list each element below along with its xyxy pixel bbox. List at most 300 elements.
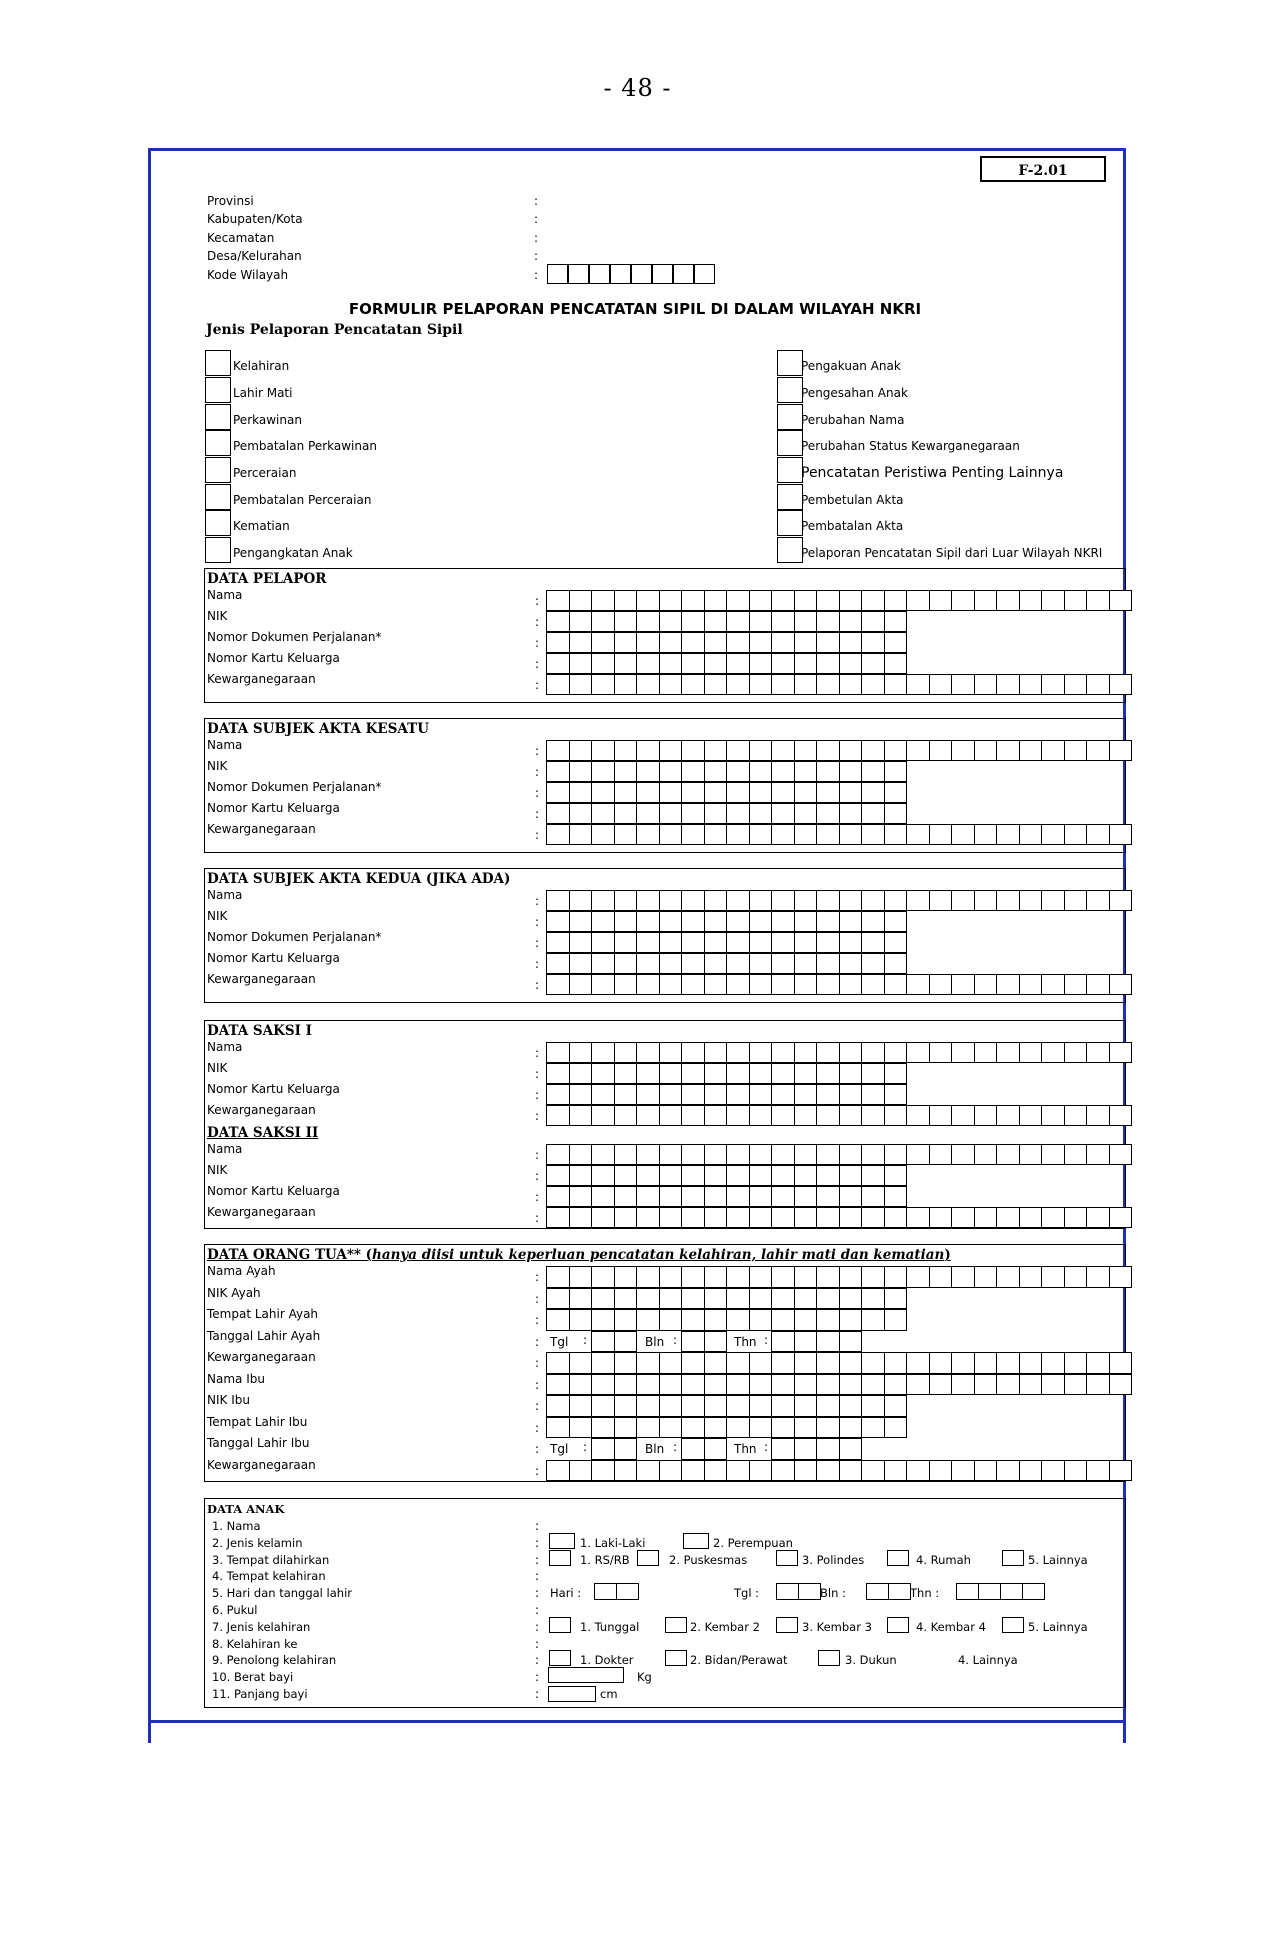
input-cell[interactable] bbox=[546, 611, 570, 632]
input-cell[interactable] bbox=[1109, 824, 1133, 845]
input-cell[interactable] bbox=[594, 1583, 617, 1600]
input-cell[interactable] bbox=[546, 1352, 570, 1374]
input-cell[interactable] bbox=[974, 1105, 998, 1126]
input-cell[interactable] bbox=[1064, 1042, 1088, 1063]
input-cell[interactable] bbox=[681, 1352, 705, 1374]
input-cell[interactable] bbox=[704, 824, 728, 845]
input-cell[interactable] bbox=[636, 1042, 660, 1063]
input-cell[interactable] bbox=[884, 974, 908, 995]
input-cell[interactable] bbox=[839, 824, 863, 845]
birth-type-checkbox[interactable] bbox=[887, 1617, 909, 1633]
input-cell[interactable] bbox=[839, 653, 863, 674]
input-cell[interactable] bbox=[839, 632, 863, 653]
input-cell[interactable] bbox=[749, 1395, 773, 1417]
input-cell[interactable] bbox=[636, 611, 660, 632]
birth-type-checkbox[interactable] bbox=[549, 1617, 571, 1633]
input-cell[interactable] bbox=[569, 932, 593, 953]
input-cell[interactable] bbox=[1064, 824, 1088, 845]
input-cell[interactable] bbox=[636, 932, 660, 953]
input-cell[interactable] bbox=[1041, 824, 1065, 845]
input-cell[interactable] bbox=[704, 674, 728, 695]
input-cell[interactable] bbox=[546, 590, 570, 611]
input-cell[interactable] bbox=[861, 953, 885, 974]
birth-type-checkbox[interactable] bbox=[776, 1617, 798, 1633]
kode-wilayah-box[interactable] bbox=[631, 264, 652, 284]
input-cell[interactable] bbox=[839, 674, 863, 695]
input-cell[interactable] bbox=[704, 1105, 728, 1126]
input-cell[interactable] bbox=[794, 1144, 818, 1165]
input-cell[interactable] bbox=[681, 803, 705, 824]
input-cell[interactable] bbox=[749, 1105, 773, 1126]
input-cell[interactable] bbox=[704, 653, 728, 674]
input-cell[interactable] bbox=[861, 1352, 885, 1374]
input-cell[interactable] bbox=[1086, 1374, 1110, 1396]
input-cell[interactable] bbox=[996, 1042, 1020, 1063]
input-cell[interactable] bbox=[591, 1207, 615, 1228]
input-cell[interactable] bbox=[794, 1438, 818, 1460]
input-cell[interactable] bbox=[591, 1352, 615, 1374]
input-cell[interactable] bbox=[771, 932, 795, 953]
input-cell[interactable] bbox=[614, 1352, 638, 1374]
input-cell[interactable] bbox=[659, 740, 683, 761]
input-cell[interactable] bbox=[771, 1309, 795, 1331]
input-cell[interactable] bbox=[794, 782, 818, 803]
kode-wilayah-box[interactable] bbox=[610, 264, 631, 284]
input-cell[interactable] bbox=[861, 932, 885, 953]
input-cell[interactable] bbox=[906, 824, 930, 845]
input-cell[interactable] bbox=[861, 1042, 885, 1063]
input-cell[interactable] bbox=[636, 782, 660, 803]
input-cell[interactable] bbox=[884, 1186, 908, 1207]
input-cell[interactable] bbox=[681, 1063, 705, 1084]
input-cell[interactable] bbox=[1064, 674, 1088, 695]
input-cell[interactable] bbox=[704, 974, 728, 995]
input-cell[interactable] bbox=[906, 890, 930, 911]
input-cell[interactable] bbox=[614, 740, 638, 761]
input-cell[interactable] bbox=[591, 1105, 615, 1126]
input-cell[interactable] bbox=[816, 1460, 840, 1482]
input-cell[interactable] bbox=[794, 1309, 818, 1331]
input-cell[interactable] bbox=[614, 1042, 638, 1063]
input-cell[interactable] bbox=[974, 590, 998, 611]
input-cell[interactable] bbox=[839, 974, 863, 995]
input-cell[interactable] bbox=[816, 1084, 840, 1105]
input-cell[interactable] bbox=[681, 1417, 705, 1439]
input-cell[interactable] bbox=[771, 1374, 795, 1396]
input-cell[interactable] bbox=[749, 782, 773, 803]
input-cell[interactable] bbox=[681, 632, 705, 653]
input-cell[interactable] bbox=[1041, 1042, 1065, 1063]
input-cell[interactable] bbox=[614, 824, 638, 845]
input-cell[interactable] bbox=[816, 611, 840, 632]
input-cell[interactable] bbox=[636, 653, 660, 674]
input-cell[interactable] bbox=[794, 803, 818, 824]
input-cell[interactable] bbox=[569, 1352, 593, 1374]
input-cell[interactable] bbox=[726, 1266, 750, 1288]
input-cell[interactable] bbox=[794, 653, 818, 674]
input-cell[interactable] bbox=[569, 674, 593, 695]
input-cell[interactable] bbox=[884, 1417, 908, 1439]
input-cell[interactable] bbox=[726, 1417, 750, 1439]
input-cell[interactable] bbox=[974, 974, 998, 995]
birthplace-checkbox[interactable] bbox=[549, 1550, 571, 1566]
input-cell[interactable] bbox=[839, 1186, 863, 1207]
report-type-checkbox[interactable] bbox=[777, 404, 803, 430]
input-cell[interactable] bbox=[839, 1165, 863, 1186]
input-cell[interactable] bbox=[1109, 1460, 1133, 1482]
input-cell[interactable] bbox=[591, 611, 615, 632]
input-cell[interactable] bbox=[816, 1186, 840, 1207]
input-cell[interactable] bbox=[861, 1144, 885, 1165]
input-cell[interactable] bbox=[1019, 1144, 1043, 1165]
input-cell[interactable] bbox=[906, 740, 930, 761]
input-cell[interactable] bbox=[659, 911, 683, 932]
input-cell[interactable] bbox=[1019, 1042, 1043, 1063]
birth-helper-checkbox[interactable] bbox=[665, 1650, 687, 1666]
input-cell[interactable] bbox=[659, 761, 683, 782]
input-cell[interactable] bbox=[569, 824, 593, 845]
input-cell[interactable] bbox=[794, 974, 818, 995]
input-cell[interactable] bbox=[1086, 1266, 1110, 1288]
input-cell[interactable] bbox=[884, 911, 908, 932]
report-type-checkbox[interactable] bbox=[205, 404, 231, 430]
input-cell[interactable] bbox=[861, 1186, 885, 1207]
input-cell[interactable] bbox=[1086, 740, 1110, 761]
input-cell[interactable] bbox=[771, 1331, 795, 1353]
input-cell[interactable] bbox=[616, 1583, 639, 1600]
input-cell[interactable] bbox=[636, 911, 660, 932]
input-cell[interactable] bbox=[839, 1374, 863, 1396]
input-cell[interactable] bbox=[1019, 1460, 1043, 1482]
input-cell[interactable] bbox=[659, 953, 683, 974]
input-cell[interactable] bbox=[839, 782, 863, 803]
input-cell[interactable] bbox=[659, 1288, 683, 1310]
gender-checkbox[interactable] bbox=[683, 1533, 709, 1549]
input-cell[interactable] bbox=[569, 1266, 593, 1288]
input-cell[interactable] bbox=[1109, 590, 1133, 611]
input-cell[interactable] bbox=[771, 1063, 795, 1084]
input-cell[interactable] bbox=[569, 653, 593, 674]
input-cell[interactable] bbox=[636, 1352, 660, 1374]
input-cell[interactable] bbox=[951, 590, 975, 611]
input-cell[interactable] bbox=[974, 1460, 998, 1482]
input-cell[interactable] bbox=[659, 1309, 683, 1331]
input-cell[interactable] bbox=[681, 740, 705, 761]
input-cell[interactable] bbox=[681, 890, 705, 911]
input-cell[interactable] bbox=[546, 1042, 570, 1063]
input-cell[interactable] bbox=[636, 1309, 660, 1331]
input-cell[interactable] bbox=[996, 590, 1020, 611]
input-cell[interactable] bbox=[1109, 1042, 1133, 1063]
input-cell[interactable] bbox=[816, 1288, 840, 1310]
input-cell[interactable] bbox=[861, 1063, 885, 1084]
input-cell[interactable] bbox=[1019, 824, 1043, 845]
input-cell[interactable] bbox=[546, 890, 570, 911]
input-cell[interactable] bbox=[659, 1042, 683, 1063]
input-cell[interactable] bbox=[591, 1084, 615, 1105]
input-cell[interactable] bbox=[569, 611, 593, 632]
input-cell[interactable] bbox=[1109, 890, 1133, 911]
input-cell[interactable] bbox=[636, 1417, 660, 1439]
input-cell[interactable] bbox=[794, 590, 818, 611]
input-cell[interactable] bbox=[1086, 590, 1110, 611]
input-cell[interactable] bbox=[929, 1352, 953, 1374]
input-cell[interactable] bbox=[704, 1063, 728, 1084]
input-cell[interactable] bbox=[861, 1460, 885, 1482]
input-cell[interactable] bbox=[569, 740, 593, 761]
input-cell[interactable] bbox=[861, 1207, 885, 1228]
input-cell[interactable] bbox=[884, 674, 908, 695]
input-cell[interactable] bbox=[1086, 1144, 1110, 1165]
input-cell[interactable] bbox=[996, 1207, 1020, 1228]
input-cell[interactable] bbox=[704, 782, 728, 803]
input-cell[interactable] bbox=[839, 761, 863, 782]
input-cell[interactable] bbox=[749, 740, 773, 761]
input-cell[interactable] bbox=[996, 1266, 1020, 1288]
input-cell[interactable] bbox=[704, 890, 728, 911]
input-cell[interactable] bbox=[816, 911, 840, 932]
input-cell[interactable] bbox=[1019, 1207, 1043, 1228]
input-cell[interactable] bbox=[816, 1165, 840, 1186]
input-cell[interactable] bbox=[794, 890, 818, 911]
input-cell[interactable] bbox=[659, 1186, 683, 1207]
input-cell[interactable] bbox=[1109, 1374, 1133, 1396]
input-cell[interactable] bbox=[771, 782, 795, 803]
input-cell[interactable] bbox=[884, 653, 908, 674]
input-cell[interactable] bbox=[816, 1352, 840, 1374]
input-cell[interactable] bbox=[794, 911, 818, 932]
input-cell[interactable] bbox=[569, 1063, 593, 1084]
input-cell[interactable] bbox=[659, 1417, 683, 1439]
input-cell[interactable] bbox=[569, 632, 593, 653]
input-cell[interactable] bbox=[546, 740, 570, 761]
input-cell[interactable] bbox=[1064, 1352, 1088, 1374]
input-cell[interactable] bbox=[614, 1417, 638, 1439]
input-cell[interactable] bbox=[776, 1583, 799, 1600]
input-cell[interactable] bbox=[591, 974, 615, 995]
input-cell[interactable] bbox=[996, 824, 1020, 845]
input-cell[interactable] bbox=[614, 1288, 638, 1310]
input-cell[interactable] bbox=[726, 1374, 750, 1396]
report-type-checkbox[interactable] bbox=[205, 484, 231, 510]
input-cell[interactable] bbox=[749, 1309, 773, 1331]
input-cell[interactable] bbox=[1019, 1266, 1043, 1288]
input-cell[interactable] bbox=[1064, 1374, 1088, 1396]
input-cell[interactable] bbox=[681, 1309, 705, 1331]
input-cell[interactable] bbox=[614, 653, 638, 674]
input-cell[interactable] bbox=[546, 1084, 570, 1105]
input-cell[interactable] bbox=[704, 611, 728, 632]
input-cell[interactable] bbox=[951, 824, 975, 845]
input-cell[interactable] bbox=[771, 1438, 795, 1460]
input-cell[interactable] bbox=[546, 1105, 570, 1126]
input-cell[interactable] bbox=[569, 590, 593, 611]
input-cell[interactable] bbox=[749, 953, 773, 974]
input-cell[interactable] bbox=[1019, 740, 1043, 761]
input-cell[interactable] bbox=[569, 1417, 593, 1439]
input-cell[interactable] bbox=[951, 1042, 975, 1063]
input-cell[interactable] bbox=[951, 1266, 975, 1288]
input-cell[interactable] bbox=[681, 1438, 705, 1460]
input-cell[interactable] bbox=[591, 953, 615, 974]
input-cell[interactable] bbox=[636, 1288, 660, 1310]
input-cell[interactable] bbox=[884, 1309, 908, 1331]
input-cell[interactable] bbox=[771, 1352, 795, 1374]
input-cell[interactable] bbox=[1041, 1266, 1065, 1288]
input-cell[interactable] bbox=[614, 1063, 638, 1084]
input-cell[interactable] bbox=[704, 761, 728, 782]
input-cell[interactable] bbox=[794, 674, 818, 695]
report-type-checkbox[interactable] bbox=[777, 484, 803, 510]
input-cell[interactable] bbox=[726, 803, 750, 824]
input-cell[interactable] bbox=[591, 740, 615, 761]
input-cell[interactable] bbox=[591, 932, 615, 953]
input-cell[interactable] bbox=[569, 1395, 593, 1417]
input-cell[interactable] bbox=[974, 1207, 998, 1228]
input-cell[interactable] bbox=[794, 1186, 818, 1207]
input-cell[interactable] bbox=[704, 1374, 728, 1396]
input-cell[interactable] bbox=[681, 1186, 705, 1207]
input-cell[interactable] bbox=[659, 803, 683, 824]
input-cell[interactable] bbox=[749, 824, 773, 845]
input-cell[interactable] bbox=[546, 1186, 570, 1207]
input-cell[interactable] bbox=[749, 1186, 773, 1207]
input-cell[interactable] bbox=[861, 890, 885, 911]
input-cell[interactable] bbox=[929, 1266, 953, 1288]
input-cell[interactable] bbox=[771, 890, 795, 911]
input-cell[interactable] bbox=[884, 1105, 908, 1126]
input-cell[interactable] bbox=[839, 1309, 863, 1331]
input-cell[interactable] bbox=[861, 674, 885, 695]
input-cell[interactable] bbox=[636, 674, 660, 695]
input-cell[interactable] bbox=[1019, 1374, 1043, 1396]
input-cell[interactable] bbox=[726, 674, 750, 695]
input-cell[interactable] bbox=[636, 590, 660, 611]
input-cell[interactable] bbox=[906, 1352, 930, 1374]
input-cell[interactable] bbox=[681, 590, 705, 611]
input-cell[interactable] bbox=[546, 824, 570, 845]
input-cell[interactable] bbox=[636, 1063, 660, 1084]
input-cell[interactable] bbox=[861, 1288, 885, 1310]
input-cell[interactable] bbox=[1109, 974, 1133, 995]
input-cell[interactable] bbox=[726, 911, 750, 932]
report-type-checkbox[interactable] bbox=[205, 537, 231, 563]
input-cell[interactable] bbox=[771, 1144, 795, 1165]
input-cell[interactable] bbox=[659, 932, 683, 953]
input-cell[interactable] bbox=[726, 1288, 750, 1310]
input-cell[interactable] bbox=[659, 1374, 683, 1396]
input-cell[interactable] bbox=[974, 1374, 998, 1396]
input-cell[interactable] bbox=[951, 674, 975, 695]
input-cell[interactable] bbox=[888, 1583, 911, 1600]
input-cell[interactable] bbox=[546, 953, 570, 974]
input-cell[interactable] bbox=[839, 740, 863, 761]
input-cell[interactable] bbox=[929, 890, 953, 911]
input-cell[interactable] bbox=[681, 1460, 705, 1482]
input-cell[interactable] bbox=[1041, 1374, 1065, 1396]
input-cell[interactable] bbox=[906, 1042, 930, 1063]
input-cell[interactable] bbox=[1086, 1105, 1110, 1126]
input-cell[interactable] bbox=[749, 1417, 773, 1439]
input-cell[interactable] bbox=[771, 611, 795, 632]
input-cell[interactable] bbox=[704, 740, 728, 761]
input-cell[interactable] bbox=[771, 1266, 795, 1288]
input-cell[interactable] bbox=[794, 1084, 818, 1105]
input-cell[interactable] bbox=[906, 1144, 930, 1165]
input-cell[interactable] bbox=[749, 1374, 773, 1396]
birthplace-checkbox[interactable] bbox=[776, 1550, 798, 1566]
input-cell[interactable] bbox=[569, 782, 593, 803]
input-cell[interactable] bbox=[816, 1105, 840, 1126]
input-cell[interactable] bbox=[614, 1084, 638, 1105]
input-cell[interactable] bbox=[861, 653, 885, 674]
input-cell[interactable] bbox=[726, 1105, 750, 1126]
input-cell[interactable] bbox=[996, 1460, 1020, 1482]
input-cell[interactable] bbox=[816, 974, 840, 995]
kode-wilayah-box[interactable] bbox=[694, 264, 715, 284]
input-cell[interactable] bbox=[636, 1395, 660, 1417]
input-cell[interactable] bbox=[951, 890, 975, 911]
input-cell[interactable] bbox=[771, 974, 795, 995]
birth-helper-checkbox[interactable] bbox=[818, 1650, 840, 1666]
input-cell[interactable] bbox=[591, 911, 615, 932]
input-cell[interactable] bbox=[1000, 1583, 1023, 1600]
input-cell[interactable] bbox=[816, 824, 840, 845]
input-cell[interactable] bbox=[1109, 740, 1133, 761]
input-cell[interactable] bbox=[749, 911, 773, 932]
input-cell[interactable] bbox=[794, 1374, 818, 1396]
input-cell[interactable] bbox=[749, 611, 773, 632]
input-cell[interactable] bbox=[569, 1105, 593, 1126]
input-cell[interactable] bbox=[861, 1417, 885, 1439]
input-cell[interactable] bbox=[816, 1266, 840, 1288]
birthplace-checkbox[interactable] bbox=[637, 1550, 659, 1566]
input-cell[interactable] bbox=[771, 824, 795, 845]
input-cell[interactable] bbox=[861, 611, 885, 632]
input-cell[interactable] bbox=[704, 1084, 728, 1105]
input-cell[interactable] bbox=[636, 890, 660, 911]
input-cell[interactable] bbox=[1086, 1042, 1110, 1063]
input-cell[interactable] bbox=[884, 590, 908, 611]
input-cell[interactable] bbox=[546, 782, 570, 803]
input-cell[interactable] bbox=[839, 1352, 863, 1374]
input-cell[interactable] bbox=[996, 890, 1020, 911]
input-cell[interactable] bbox=[659, 1352, 683, 1374]
input-cell[interactable] bbox=[591, 632, 615, 653]
input-cell[interactable] bbox=[659, 974, 683, 995]
input-cell[interactable] bbox=[569, 1288, 593, 1310]
birth-type-checkbox[interactable] bbox=[1002, 1617, 1024, 1633]
input-cell[interactable] bbox=[839, 932, 863, 953]
input-cell[interactable] bbox=[771, 1186, 795, 1207]
input-cell[interactable] bbox=[749, 1042, 773, 1063]
input-cell[interactable] bbox=[771, 674, 795, 695]
input-cell[interactable] bbox=[681, 911, 705, 932]
input-cell[interactable] bbox=[951, 1144, 975, 1165]
input-cell[interactable] bbox=[794, 932, 818, 953]
input-cell[interactable] bbox=[929, 740, 953, 761]
input-cell[interactable] bbox=[681, 782, 705, 803]
input-cell[interactable] bbox=[614, 674, 638, 695]
input-cell[interactable] bbox=[659, 824, 683, 845]
input-cell[interactable] bbox=[726, 1352, 750, 1374]
input-cell[interactable] bbox=[1041, 890, 1065, 911]
input-cell[interactable] bbox=[1064, 1144, 1088, 1165]
input-cell[interactable] bbox=[569, 761, 593, 782]
input-cell[interactable] bbox=[749, 932, 773, 953]
input-cell[interactable] bbox=[681, 653, 705, 674]
input-cell[interactable] bbox=[659, 890, 683, 911]
